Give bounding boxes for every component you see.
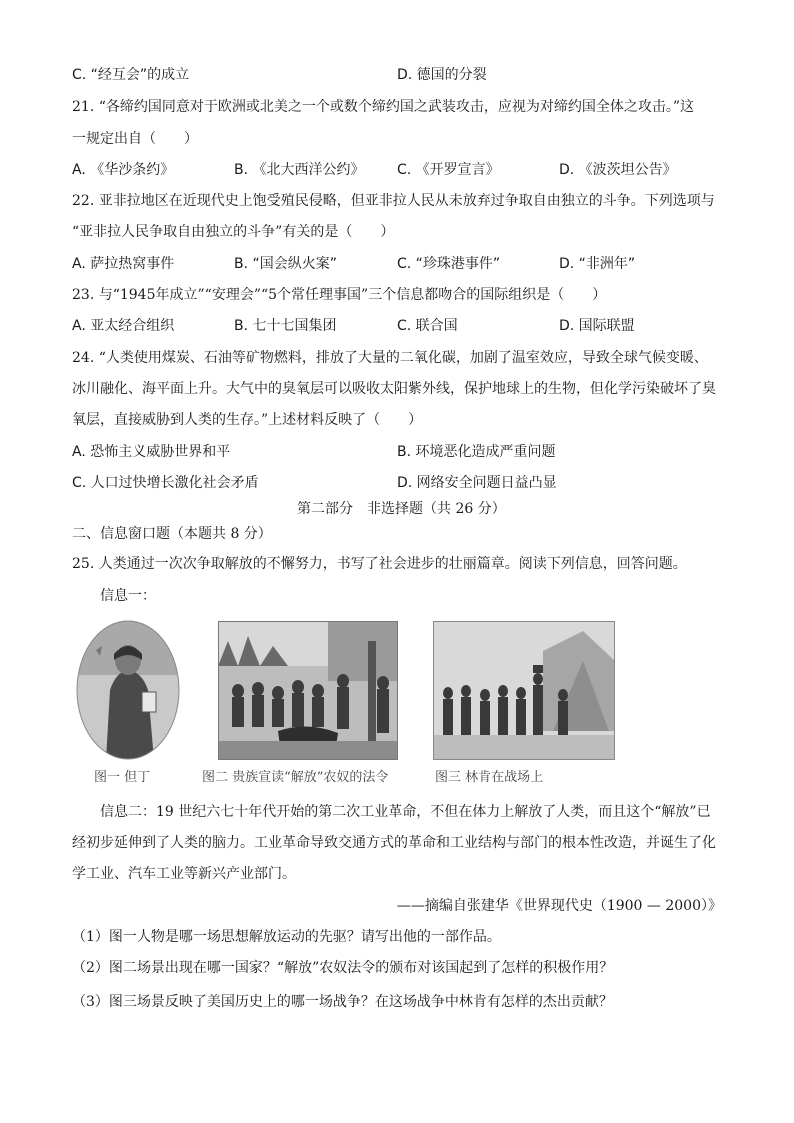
q22-option-c: C. “珍珠港事件” bbox=[397, 256, 501, 272]
q25-sub3: （3）图三场景反映了美国历史上的哪一场战争？在这场战争中林肯有怎样的杰出贡献？ bbox=[72, 994, 613, 1010]
q20-option-d: D. 德国的分裂 bbox=[397, 67, 487, 83]
q21-option-b: B. 《北大西洋公约》 bbox=[234, 162, 365, 178]
q20-option-c: C. “经互会”的成立 bbox=[72, 67, 190, 83]
figure-2-caption: 图二 贵族宣读“解放”农奴的法令 bbox=[202, 770, 389, 785]
figure-1-dante-portrait bbox=[76, 620, 180, 760]
section-heading: 二、信息窗口题（本题共 8 分） bbox=[72, 526, 272, 542]
info1-label: 信息一： bbox=[100, 588, 156, 604]
q23-stem: 23. 与“1945年成立”“安理会”“5个常任理事国”三个信息都吻合的国际组织是（ ） bbox=[72, 287, 607, 303]
q21-option-c: C. 《开罗宣言》 bbox=[397, 162, 500, 178]
q24-option-c: C. 人口过快增长激化社会矛盾 bbox=[72, 475, 259, 491]
q25-sub1: （1）图一人物是哪一场思想解放运动的先驱？请写出他的一部作品。 bbox=[72, 929, 501, 945]
q22-option-d: D. “非洲年” bbox=[559, 256, 636, 272]
q22-stem-line2: “亚非拉人民争取自由独立的斗争”有关的是（ ） bbox=[72, 224, 395, 240]
figure-2-emancipation-decree bbox=[218, 621, 398, 760]
figure-3-lincoln-battlefield bbox=[433, 621, 615, 760]
q21-option-a: A. 《华沙条约》 bbox=[72, 162, 175, 178]
q21-option-d: D. 《波茨坦公告》 bbox=[559, 162, 677, 178]
info2-line3: 学工业、汽车工业等新兴产业部门。 bbox=[72, 866, 296, 882]
q22-option-b: B. “国会纵火案” bbox=[234, 256, 338, 272]
info2-line1: 信息二：19 世纪六七十年代开始的第二次工业革命，不但在体力上解放了人类，而且这个“解放”已 bbox=[100, 804, 711, 820]
figure-3-caption: 图三 林肯在战场上 bbox=[435, 770, 544, 785]
q25-sub2: （2）图二场景出现在哪一国家？“解放”农奴法令的颁布对该国起到了怎样的积极作用？ bbox=[72, 960, 614, 976]
figure-1-caption: 图一 但丁 bbox=[94, 770, 151, 785]
q23-option-c: C. 联合国 bbox=[397, 318, 458, 334]
q24-option-b: B. 环境恶化造成严重问题 bbox=[397, 444, 556, 460]
q22-option-a: A. 萨拉热窝事件 bbox=[72, 256, 175, 272]
q24-stem-line2: 冰川融化、海平面上升。大气中的臭氧层可以吸收太阳紫外线，保护地球上的生物，但化学污染破坏了臭 bbox=[72, 381, 716, 397]
q24-stem-line3: 氧层，直接威胁到人类的生存。”上述材料反映了（ ） bbox=[72, 412, 423, 428]
info2-line2: 经初步延伸到了人类的脑力。工业革命导致交通方式的革命和工业结构与部门的根本性改造，并诞生了化 bbox=[72, 835, 716, 851]
q25-intro: 25. 人类通过一次次争取解放的不懈努力，书写了社会进步的壮丽篇章。阅读下列信息，回答问题。 bbox=[72, 556, 687, 572]
q23-option-b: B. 七十七国集团 bbox=[234, 318, 337, 334]
part2-title: 第二部分 非选择题（共 26 分） bbox=[297, 501, 506, 517]
q24-stem-line1: 24. “人类使用煤炭、石油等矿物燃料，排放了大量的二氧化碳，加剧了温室效应，导致全球气候变暖、 bbox=[72, 350, 708, 366]
q23-option-a: A. 亚太经合组织 bbox=[72, 318, 175, 334]
q21-stem-line1: 21. “各缔约国同意对于欧洲或北美之一个或数个缔约国之武装攻击，应视为对缔约国全体之攻击。”这 bbox=[72, 99, 695, 115]
info2-source: ——摘编自张建华《世界现代史（1900 — 2000）》 bbox=[396, 898, 722, 914]
q24-option-d: D. 网络安全问题日益凸显 bbox=[397, 475, 557, 491]
q22-stem-line1: 22. 亚非拉地区在近现代史上饱受殖民侵略，但亚非拉人民从未放弃过争取自由独立的斗争。下列选项与 bbox=[72, 193, 715, 209]
q23-option-d: D. 国际联盟 bbox=[559, 318, 635, 334]
q21-stem-line2: 一规定出自（ ） bbox=[72, 131, 198, 147]
q24-option-a: A. 恐怖主义威胁世界和平 bbox=[72, 444, 231, 460]
